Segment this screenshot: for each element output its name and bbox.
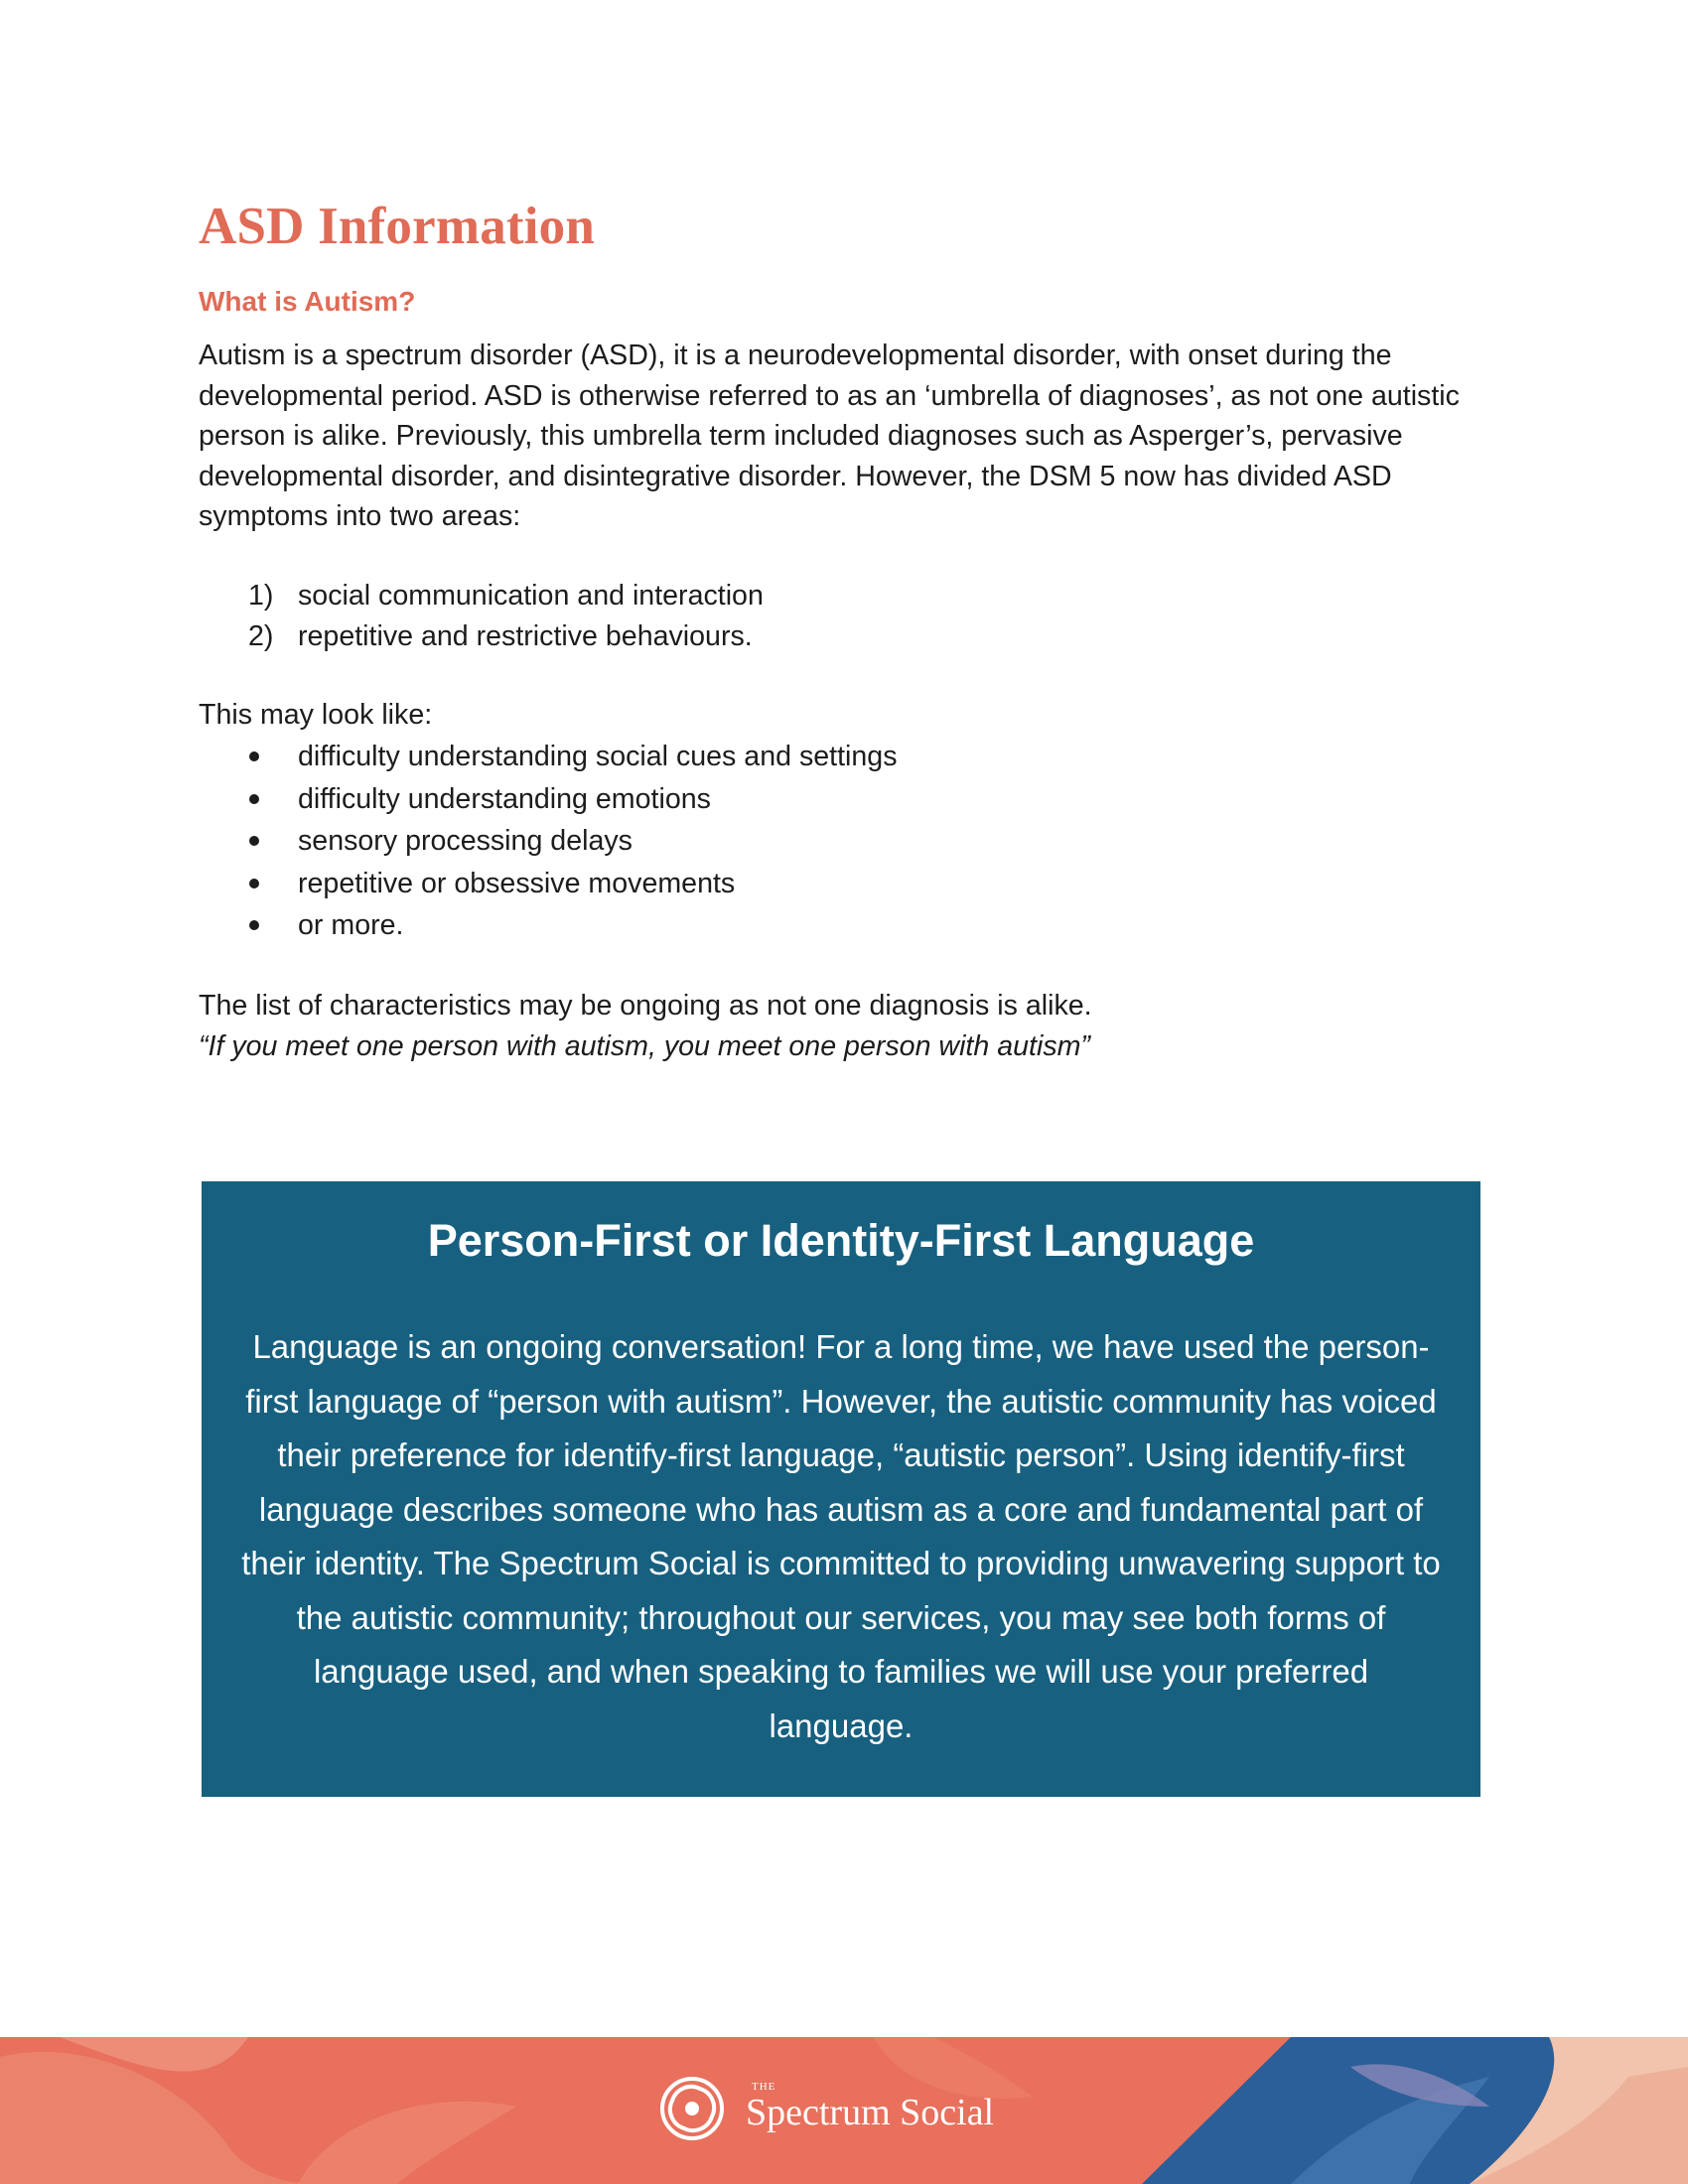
list-item xyxy=(199,736,897,778)
brand-name: Spectrum Social xyxy=(746,2092,995,2133)
bullet-icon xyxy=(249,751,259,761)
callout-title: Person-First or Identity-First Language xyxy=(427,1215,1255,1266)
intro-paragraph: Autism is a spectrum disorder (ASD), it is a neurodevelopmental disorder, with onset during the developmental period. ASD is otherwise referred to as an ‘umbrella of diagnoses’, as not one autistic person is alike. Previously, this umbrella term included diagnoses such as Asperger’s, pervasive developmental disorder, and disintegrative disorder. However, the DSM 5 now has divided ASD symptoms into two areas: xyxy=(199,340,1460,532)
symptom-areas-list xyxy=(199,576,764,657)
list-item-text: repetitive or obsessive movements xyxy=(298,867,736,899)
list-item xyxy=(199,863,897,905)
callout-body: Language is an ongoing conversation! For a long time, we have used the person-first language of “person with autism”. However, the autistic community has voiced their preference for identify-first language, “autistic person”. Using identify-first language describes someone who has autism as a core and fundamental part of their identity. The Spectrum Social is committed to providing unwavering support to the autistic community; throughout our services, you may see both forms of language used, and when speaking to families we will use your preferred language. xyxy=(241,1328,1441,1744)
list-item-text: or more. xyxy=(298,909,404,941)
list-number: 1) xyxy=(248,580,274,612)
list-item-text: repetitive and restrictive behaviours. xyxy=(298,620,753,652)
list-item-text: difficulty understanding social cues and settings xyxy=(298,741,898,772)
list-item-text: social communication and interaction xyxy=(298,580,764,612)
list-item xyxy=(199,778,897,821)
list-number: 2) xyxy=(248,620,274,652)
bullet-icon xyxy=(249,879,259,888)
list-item-text: sensory processing delays xyxy=(298,825,633,857)
bullet-icon xyxy=(249,794,259,804)
brand-wordmark xyxy=(746,2083,994,2134)
footer-brand xyxy=(650,2063,994,2154)
quote: “If you meet one person with autism, you meet one person with autism” xyxy=(199,1030,1090,1062)
bullet-icon xyxy=(249,836,259,846)
lead-in-text: This may look like: xyxy=(199,699,433,731)
list-item xyxy=(199,904,897,947)
bullet-icon xyxy=(249,920,259,930)
closing-line: The list of characteristics may be ongoing as not one diagnosis is alike. xyxy=(199,990,1092,1022)
swirl-logo-icon xyxy=(650,2067,734,2150)
list-item-text: difficulty understanding emotions xyxy=(298,782,711,815)
list-item xyxy=(199,820,897,863)
language-callout-box xyxy=(202,1181,1480,1797)
section-heading: What is Autism? xyxy=(199,286,416,317)
list-item xyxy=(199,576,764,616)
page-title: ASD Information xyxy=(199,198,596,255)
brand-prefix: THE xyxy=(752,2081,776,2093)
characteristics-list xyxy=(199,736,897,947)
list-item xyxy=(199,616,764,657)
